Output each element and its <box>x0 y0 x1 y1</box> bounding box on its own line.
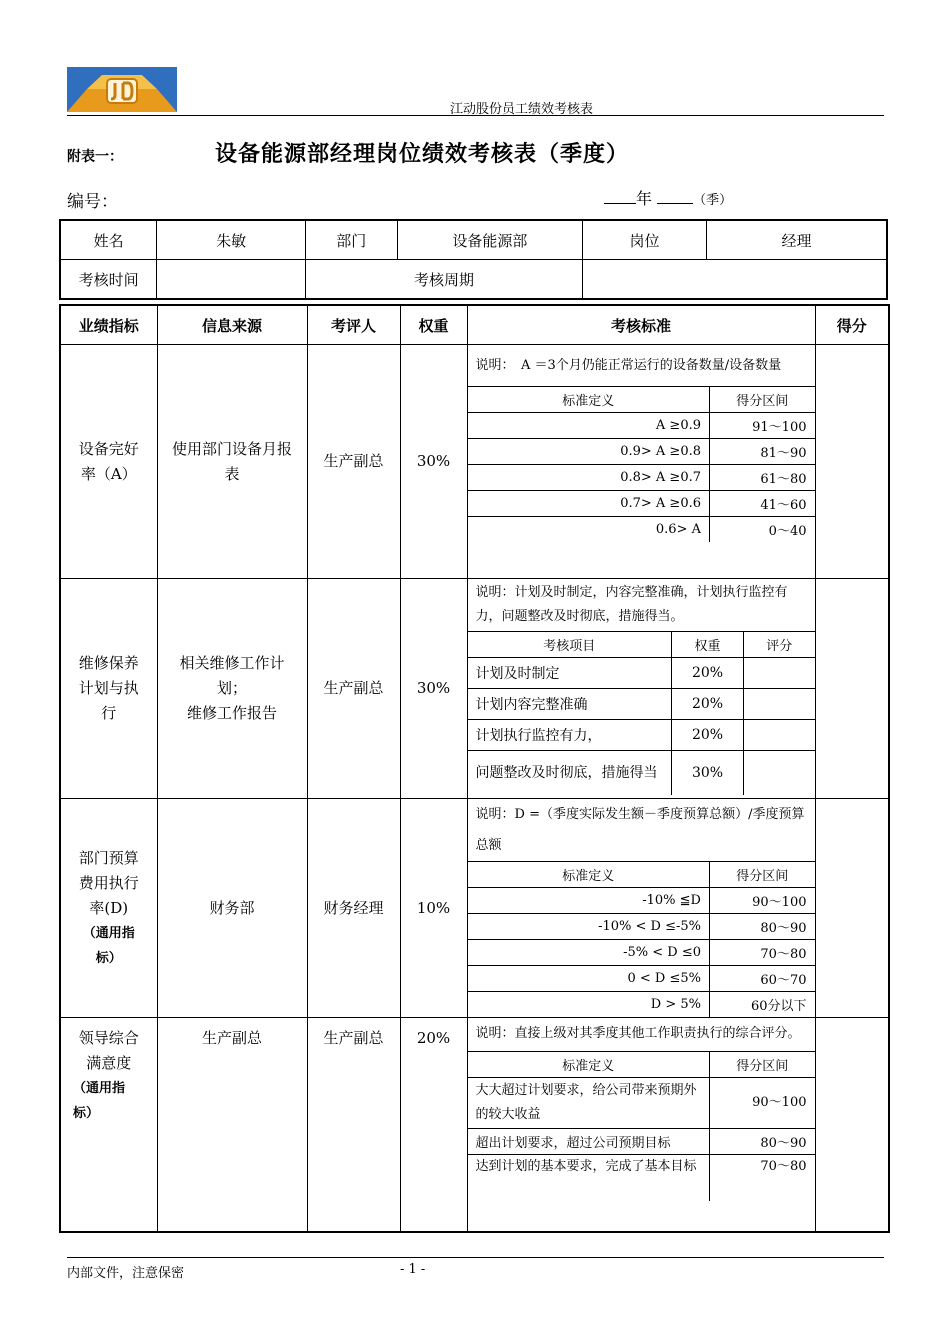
standard-def: 0.8> A ≥0.7 <box>468 465 710 491</box>
indicator-note: （通用指标） <box>82 925 135 966</box>
quarter-blank[interactable] <box>657 189 693 204</box>
standard-description: 说明：D =（季度实际发生额－季度预算总额）/季度预算总额 <box>475 807 805 853</box>
score-range: 90～100 <box>710 888 815 914</box>
period-label: 考核周期 <box>305 260 582 300</box>
standard-def: 达到计划的基本要求，完成了基本目标 <box>468 1155 710 1202</box>
sub-head: 标准定义 <box>468 862 710 888</box>
date-line <box>604 186 732 209</box>
standard-def: 0 < D ≤5% <box>468 966 710 992</box>
standard-subtable <box>468 861 815 1017</box>
standard-description: 说明：计划及时制定，内容完整准确，计划执行监控有力，问题整改及时彻底，措施得当。 <box>475 585 788 624</box>
assessment-item: 计划执行监控有力， <box>468 720 672 751</box>
standard-cell <box>467 799 815 1018</box>
item-weight: 20% <box>672 720 744 751</box>
sub-head: 得分区间 <box>710 1052 815 1078</box>
score-range: 60～70 <box>710 966 815 992</box>
source-cell: 使用部门设备月报表 <box>157 345 307 579</box>
score-range: 91～100 <box>710 413 815 439</box>
attachment-label: 附表一： <box>67 149 123 165</box>
sub-head: 权重 <box>672 632 744 658</box>
weight-cell: 30% <box>400 345 467 579</box>
score-range: 70～80 <box>710 940 815 966</box>
indicator-cell: 设备完好率（A） <box>60 345 157 579</box>
assessor-cell: 生产副总 <box>307 345 400 579</box>
standard-def: -10% ≦D <box>468 888 710 914</box>
year-label: 年 <box>636 189 653 208</box>
standard-subtable <box>468 631 815 795</box>
number-label: 编号： <box>67 192 118 212</box>
table-row <box>60 1018 889 1232</box>
page-title: 设备能源部经理岗位绩效考核表（季度） <box>215 141 630 167</box>
time-label: 考核时间 <box>60 260 157 300</box>
weight-cell: 20% <box>400 1018 467 1232</box>
standard-def: 0.7> A ≥0.6 <box>468 491 710 517</box>
col-indicator: 业绩指标 <box>60 305 157 345</box>
indicator-cell <box>60 799 157 1018</box>
col-weight: 权重 <box>400 305 467 345</box>
indicator-text: 部门预算费用执行率(D) <box>78 848 139 917</box>
assessment-item: 问题整改及时彻底，措施得当 <box>468 751 672 796</box>
standard-subtable <box>468 386 815 542</box>
employee-info-table <box>59 219 888 300</box>
sub-head: 评分 <box>744 632 815 658</box>
assessor-cell: 财务经理 <box>307 799 400 1018</box>
confidential-note: 内部文件，注意保密 <box>67 1266 185 1281</box>
time-value[interactable] <box>157 260 306 300</box>
standard-def: -10% < D ≤-5% <box>468 914 710 940</box>
score-cell[interactable] <box>815 345 889 579</box>
indicator-note: （通用指标） <box>73 1081 126 1121</box>
standard-cell <box>467 579 815 799</box>
score-range: 80～90 <box>710 914 815 940</box>
score-range: 61～80 <box>710 465 815 491</box>
item-rating[interactable] <box>744 751 815 796</box>
name-value[interactable]: 朱敏 <box>157 220 306 260</box>
standard-description: 说明： A ＝3个月仍能正常运行的设备数量/设备数量 <box>475 358 782 373</box>
standard-def: -5% < D ≤0 <box>468 940 710 966</box>
assessment-item: 计划内容完整准确 <box>468 689 672 720</box>
item-weight: 20% <box>672 689 744 720</box>
company-logo <box>67 67 177 112</box>
indicator-cell: 维修保养计划与执行 <box>60 579 157 799</box>
standard-cell <box>467 1018 815 1232</box>
table-row <box>60 799 889 1018</box>
source-cell: 财务部 <box>157 799 307 1018</box>
table-row <box>60 579 889 799</box>
standard-subtable <box>468 1051 815 1201</box>
header-divider <box>67 115 884 116</box>
item-rating[interactable] <box>744 658 815 689</box>
footer-divider <box>67 1257 884 1258</box>
quarter-label: （季） <box>693 193 733 208</box>
standard-def: 大大超过计划要求，给公司带来预期外的较大收益 <box>468 1078 710 1129</box>
table-row <box>60 345 889 579</box>
score-range: 60分以下 <box>710 992 815 1018</box>
assessment-item: 计划及时制定 <box>468 658 672 689</box>
score-cell[interactable] <box>815 1018 889 1232</box>
source-line: 相关维修工作计划； <box>179 654 285 697</box>
year-blank[interactable] <box>604 189 636 204</box>
sub-head: 标准定义 <box>468 387 710 413</box>
header-doc-title: 江动股份员工绩效考核表 <box>450 102 594 117</box>
standard-def: 0.9> A ≥0.8 <box>468 439 710 465</box>
score-range: 80～90 <box>710 1129 815 1155</box>
score-range: 41～60 <box>710 491 815 517</box>
sub-head: 得分区间 <box>710 387 815 413</box>
name-label: 姓名 <box>60 220 157 260</box>
source-cell: 生产副总 <box>157 1018 307 1232</box>
standard-def: 0.6> A <box>468 517 710 543</box>
standard-def: D > 5% <box>468 992 710 1018</box>
standard-cell <box>467 345 815 579</box>
score-cell[interactable] <box>815 799 889 1018</box>
dept-value[interactable]: 设备能源部 <box>397 220 583 260</box>
indicator-text: 领导综合满意度 <box>78 1029 139 1072</box>
standard-def: 超出计划要求，超过公司预期目标 <box>468 1129 710 1155</box>
item-rating[interactable] <box>744 689 815 720</box>
sub-head: 得分区间 <box>710 862 815 888</box>
assessment-table <box>59 304 890 1233</box>
score-range: 90～100 <box>710 1078 815 1129</box>
position-value[interactable]: 经理 <box>706 220 887 260</box>
item-weight: 20% <box>672 658 744 689</box>
item-rating[interactable] <box>744 720 815 751</box>
standard-description: 说明：直接上级对其季度其他工作职责执行的综合评分。 <box>475 1026 801 1041</box>
col-source: 信息来源 <box>157 305 307 345</box>
assessor-cell: 生产副总 <box>307 579 400 799</box>
indicator-cell <box>60 1018 157 1232</box>
page-number: - 1 - <box>400 1262 426 1277</box>
sub-head: 考核项目 <box>468 632 672 658</box>
weight-cell: 10% <box>400 799 467 1018</box>
score-range: 70～80 <box>710 1155 815 1202</box>
score-cell[interactable] <box>815 579 889 799</box>
col-assessor: 考评人 <box>307 305 400 345</box>
standard-def: A ≥0.9 <box>468 413 710 439</box>
weight-cell: 30% <box>400 579 467 799</box>
dept-label: 部门 <box>305 220 397 260</box>
sub-head: 标准定义 <box>468 1052 710 1078</box>
period-value[interactable] <box>583 260 887 300</box>
source-cell <box>157 579 307 799</box>
position-label: 岗位 <box>583 220 707 260</box>
assessor-cell: 生产副总 <box>307 1018 400 1232</box>
col-score: 得分 <box>815 305 889 345</box>
source-line: 维修工作报告 <box>186 704 277 722</box>
score-range: 81～90 <box>710 439 815 465</box>
col-standard: 考核标准 <box>467 305 815 345</box>
score-range: 0～40 <box>710 517 815 543</box>
item-weight: 30% <box>672 751 744 796</box>
